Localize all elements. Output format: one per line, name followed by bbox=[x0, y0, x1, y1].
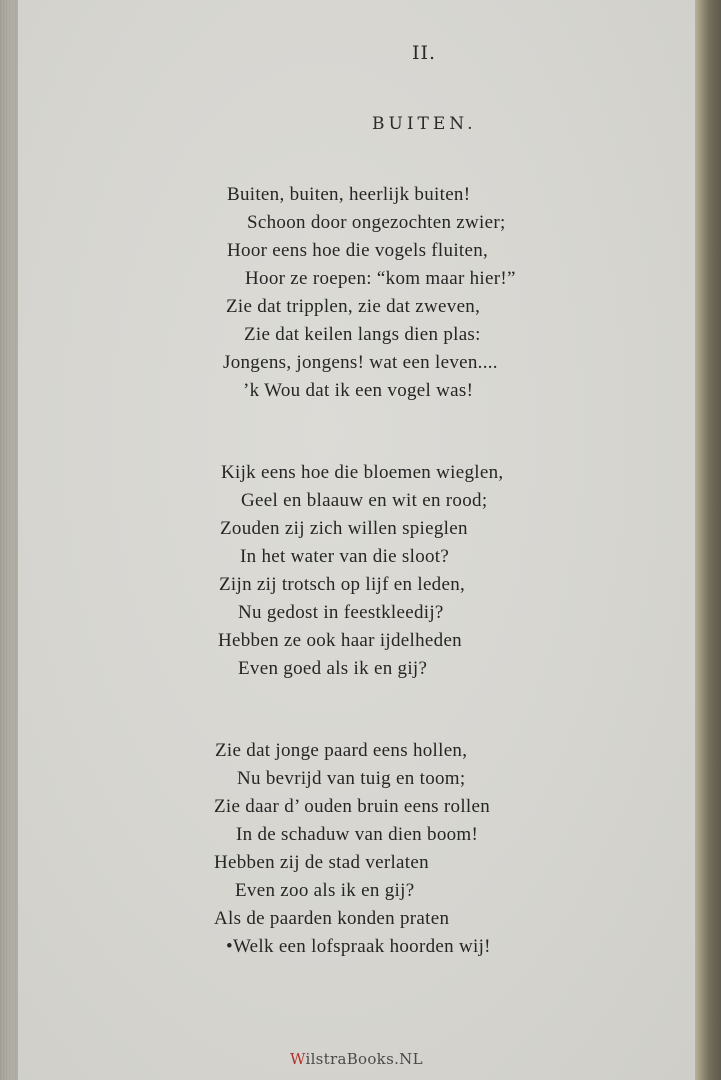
poem-line: Zie dat keilen langs dien plas: bbox=[244, 324, 481, 345]
poem-line: Buiten, buiten, heerlijk buiten! bbox=[227, 184, 471, 205]
poem-line: Zijn zij trotsch op lijf en leden, bbox=[219, 574, 466, 595]
poem-line: Hebben ze ook haar ijdelheden bbox=[218, 630, 462, 651]
poem-line: In de schaduw van dien boom! bbox=[236, 824, 479, 845]
poem-line: Als de paarden konden praten bbox=[214, 908, 450, 929]
book-cover-edge bbox=[695, 0, 721, 1080]
chapter-number: II. bbox=[412, 42, 437, 64]
poem-line: In het water van die sloot? bbox=[240, 546, 450, 567]
poem-line: Zie dat tripplen, zie dat zweven, bbox=[226, 296, 481, 317]
poem-line: Even goed als ik en gij? bbox=[238, 658, 428, 679]
poem-line: Hoor ze roepen: “kom maar hier!” bbox=[245, 268, 516, 289]
poem-line: Nu bevrijd van tuig en toom; bbox=[237, 768, 466, 789]
poem-line: Zie dat jonge paard eens hollen, bbox=[215, 740, 468, 761]
poem-line: •Welk een lofspraak hoorden wij! bbox=[226, 936, 491, 957]
poem-line: ’k Wou dat ik een vogel was! bbox=[243, 380, 474, 401]
poem-line: Zouden zij zich willen spieglen bbox=[220, 518, 468, 539]
poem-line: Schoon door ongezochten zwier; bbox=[247, 212, 506, 233]
poem-line: Kijk eens hoe die bloemen wieglen, bbox=[221, 462, 504, 483]
poem-line: Jongens, jongens! wat een leven.... bbox=[223, 352, 498, 373]
poem-line: Geel en blaauw en wit en rood; bbox=[241, 490, 488, 511]
poem-line: Hoor eens hoe die vogels fluiten, bbox=[227, 240, 489, 261]
poem-line: Nu gedost in feestkleedij? bbox=[238, 602, 444, 623]
watermark-text: ilstraBooks.NL bbox=[305, 1050, 423, 1068]
poem-line: Even zoo als ik en gij? bbox=[235, 880, 415, 901]
poem-line: Hebben zij de stad verlaten bbox=[214, 852, 429, 873]
page-edges bbox=[0, 0, 18, 1080]
watermark-initial: W bbox=[290, 1050, 306, 1068]
watermark bbox=[290, 1050, 423, 1068]
poem-title: BUITEN. bbox=[372, 114, 477, 134]
poem-line: Zie daar d’ ouden bruin eens rollen bbox=[214, 796, 491, 817]
book-page bbox=[18, 0, 696, 1080]
